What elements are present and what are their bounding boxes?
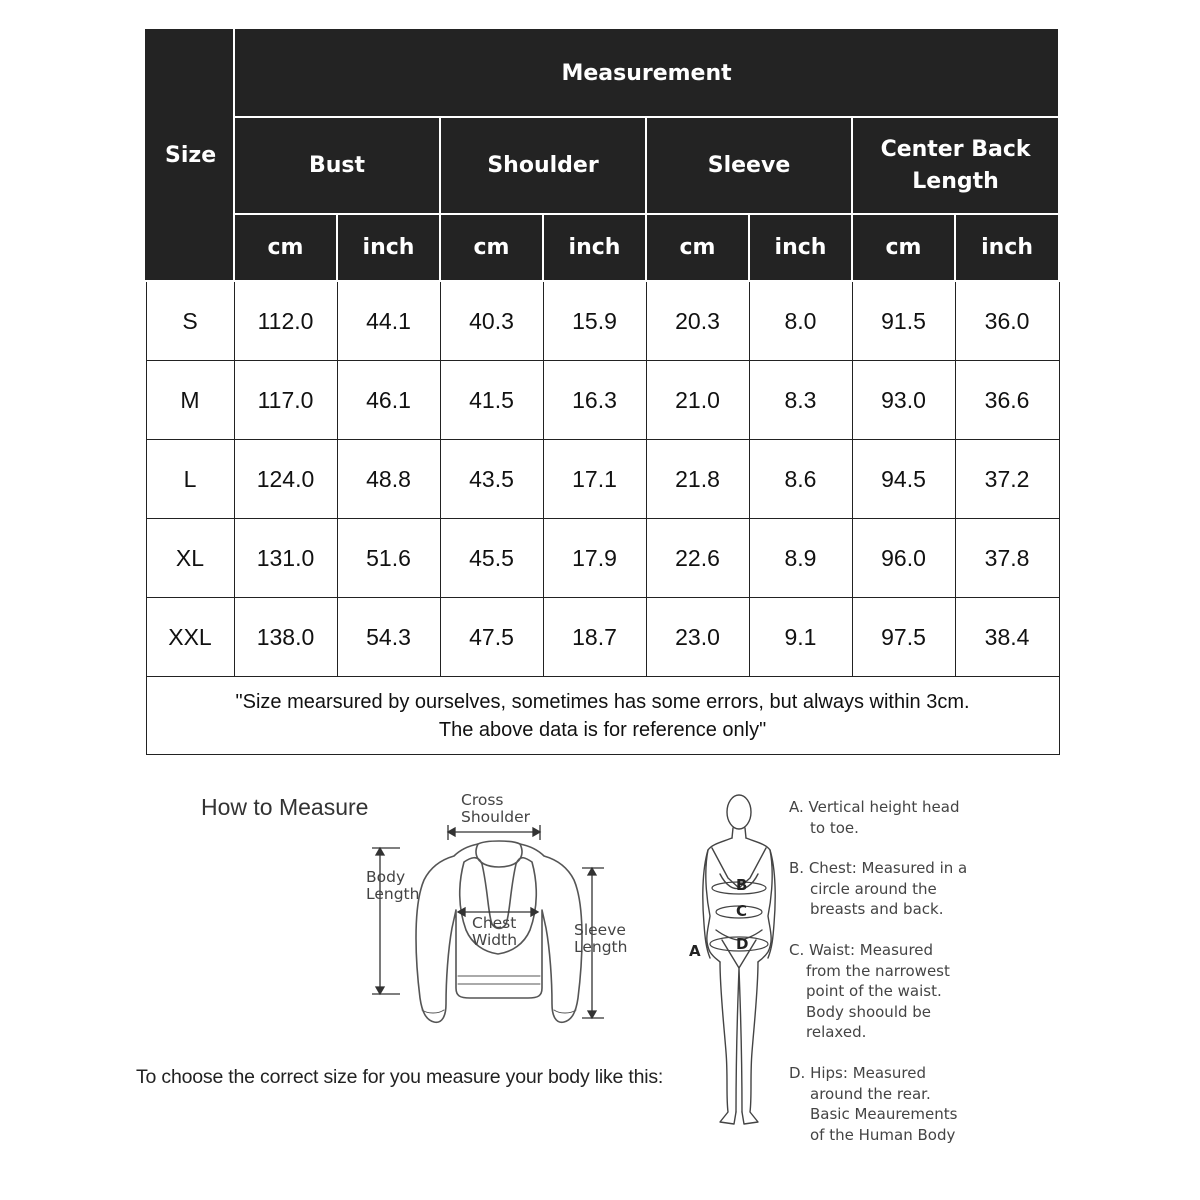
table-cell: 91.5	[852, 281, 955, 361]
note-row	[146, 677, 1059, 755]
note-line: The above data is for reference only"	[438, 718, 767, 741]
definition-line: Basic Meaurements	[810, 1105, 958, 1123]
definition-line: breasts and back.	[810, 900, 944, 918]
table-cell: 44.1	[337, 281, 440, 361]
table-cell: 96.0	[852, 519, 955, 598]
table-cell: 17.9	[543, 519, 646, 598]
table-cell: 43.5	[440, 440, 543, 519]
definition-line: Body shoould be	[806, 1002, 932, 1021]
table-row	[146, 598, 1059, 677]
table-row	[146, 281, 1059, 361]
table-cell: 8.6	[749, 440, 852, 519]
definition-line: to toe.	[810, 818, 859, 837]
table-row	[146, 440, 1059, 519]
size-label: XL	[146, 519, 234, 598]
table-cell: 94.5	[852, 440, 955, 519]
table-cell: 40.3	[440, 281, 543, 361]
unit-header: inch	[543, 214, 646, 281]
definition-line: of the Human Body	[810, 1125, 956, 1144]
how-to-measure-title: How to Measure	[201, 794, 369, 820]
unit-header: cm	[234, 214, 337, 281]
table-cell: 124.0	[234, 440, 337, 519]
marker-c: C	[736, 902, 748, 920]
body-length-label	[366, 869, 419, 903]
table-cell: 117.0	[234, 361, 337, 440]
definition-b	[789, 858, 989, 920]
size-column-header: Size	[146, 30, 234, 281]
table-cell: 45.5	[440, 519, 543, 598]
table-cell: 17.1	[543, 440, 646, 519]
table-cell: 51.6	[337, 519, 440, 598]
shoulder-header: Shoulder	[440, 117, 646, 214]
unit-header: inch	[749, 214, 852, 281]
table-cell: 21.8	[646, 440, 749, 519]
table-row	[146, 519, 1059, 598]
unit-header: inch	[955, 214, 1059, 281]
table-cell: 22.6	[646, 519, 749, 598]
definition-line: C. Waist: Measured	[789, 941, 934, 959]
table-cell: 8.9	[749, 519, 852, 598]
definition-line: D. Hips: Measured	[789, 1064, 926, 1082]
table-cell: 48.8	[337, 440, 440, 519]
measurement-header: Measurement	[234, 30, 1059, 117]
unit-header: cm	[440, 214, 543, 281]
definition-line: B. Chest: Measured in a	[789, 859, 968, 877]
table-cell: 41.5	[440, 361, 543, 440]
table-cell: 15.9	[543, 281, 646, 361]
marker-b: B	[736, 876, 748, 894]
size-label: XXL	[146, 598, 234, 677]
definition-a	[789, 797, 989, 838]
definition-line: A. Vertical height head	[789, 798, 960, 816]
note-line: "Size mearsured by ourselves, sometimes has some errors, but always within 3cm.	[235, 690, 970, 713]
definition-line: relaxed.	[806, 1023, 867, 1041]
label-line: Width	[472, 931, 518, 949]
definition-line: point of the waist.	[806, 982, 942, 1000]
label-line: Shoulder	[461, 808, 531, 826]
definition-line: circle around the	[810, 879, 937, 898]
table-cell: 54.3	[337, 598, 440, 677]
measurement-note	[146, 677, 1059, 755]
table-cell: 9.1	[749, 598, 852, 677]
table-cell: 131.0	[234, 519, 337, 598]
marker-a: A	[689, 942, 701, 960]
table-cell: 21.0	[646, 361, 749, 440]
table-cell: 47.5	[440, 598, 543, 677]
table-cell: 93.0	[852, 361, 955, 440]
size-chart-table	[145, 29, 1060, 755]
unit-header: inch	[337, 214, 440, 281]
table-cell: 46.1	[337, 361, 440, 440]
table-cell: 8.0	[749, 281, 852, 361]
table-cell: 20.3	[646, 281, 749, 361]
label-line: Body	[366, 868, 406, 886]
label-line: Sleeve	[574, 921, 626, 939]
table-cell: 18.7	[543, 598, 646, 677]
table-cell: 37.2	[955, 440, 1059, 519]
unit-header: cm	[646, 214, 749, 281]
table-cell: 37.8	[955, 519, 1059, 598]
table-cell: 23.0	[646, 598, 749, 677]
table-cell: 38.4	[955, 598, 1059, 677]
chest-width-label	[472, 915, 517, 949]
marker-d: D	[736, 935, 749, 953]
size-label: M	[146, 361, 234, 440]
definition-line: around the rear.	[810, 1084, 931, 1103]
body-figure-diagram	[690, 790, 790, 1130]
table-cell: 138.0	[234, 598, 337, 677]
table-cell: 36.6	[955, 361, 1059, 440]
table-row	[146, 361, 1059, 440]
table-cell: 16.3	[543, 361, 646, 440]
label-line: Cross	[461, 791, 504, 809]
size-label: S	[146, 281, 234, 361]
measure-instruction: To choose the correct size for you measure your body like this:	[136, 1066, 664, 1088]
bust-header: Bust	[234, 117, 440, 214]
table-cell: 97.5	[852, 598, 955, 677]
table-cell: 36.0	[955, 281, 1059, 361]
label-line: Length	[366, 885, 420, 903]
unit-header: cm	[852, 214, 955, 281]
table-cell: 8.3	[749, 361, 852, 440]
sleeve-length-label	[574, 922, 627, 956]
definition-d	[789, 1063, 989, 1145]
definition-c	[789, 940, 989, 1043]
size-label: L	[146, 440, 234, 519]
cross-shoulder-label	[461, 792, 530, 826]
center-back-length-header: Center Back Length	[852, 117, 1059, 214]
definition-line: from the narrowest	[806, 961, 950, 980]
label-line: Length	[574, 938, 628, 956]
sleeve-header: Sleeve	[646, 117, 852, 214]
label-line: Chest	[472, 914, 517, 932]
table-cell: 112.0	[234, 281, 337, 361]
